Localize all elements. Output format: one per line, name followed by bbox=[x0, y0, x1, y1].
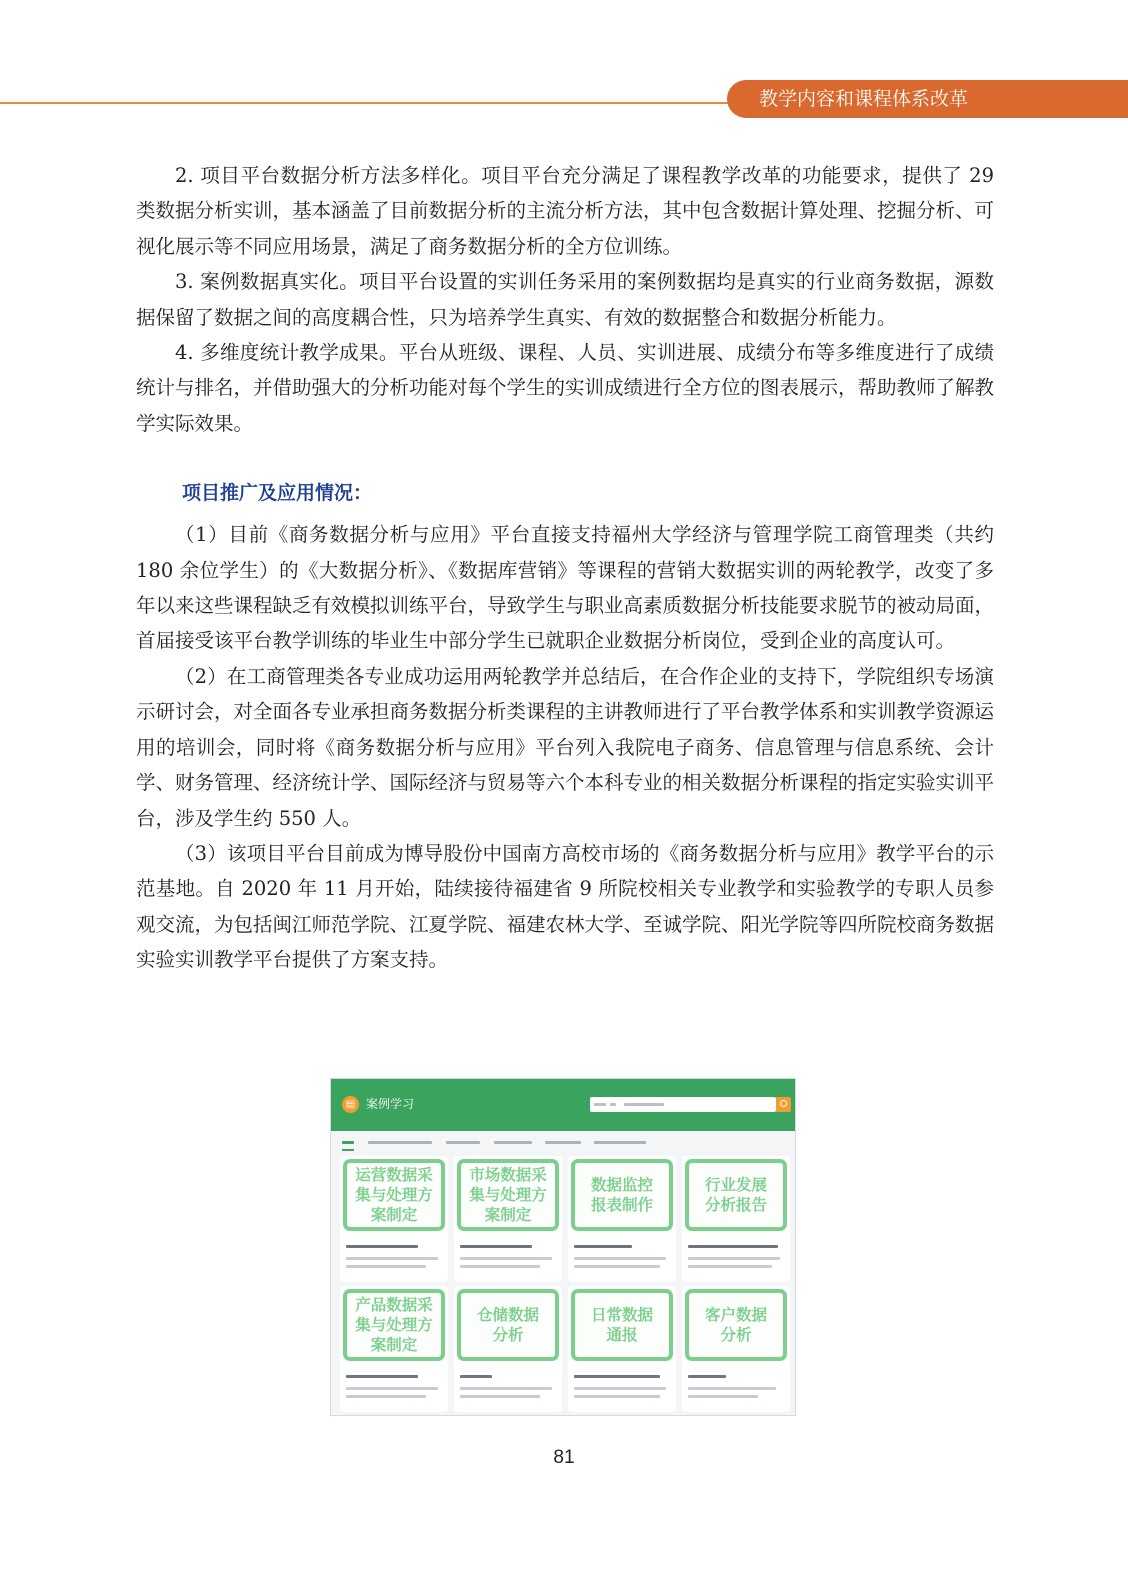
case-card-label: 运营数据采 集与处理方 案制定 bbox=[355, 1166, 433, 1224]
case-card-thumbnail bbox=[343, 1289, 445, 1361]
case-card-thumbnail bbox=[685, 1289, 787, 1361]
search-input[interactable] bbox=[590, 1097, 776, 1112]
case-card-thumbnail bbox=[571, 1289, 673, 1361]
case-card[interactable] bbox=[454, 1156, 562, 1282]
case-card[interactable] bbox=[682, 1286, 790, 1412]
case-card-label: 产品数据采 集与处理方 案制定 bbox=[355, 1296, 433, 1354]
app-top-bar bbox=[331, 1079, 795, 1131]
paragraph: （1）目前《商务数据分析与应用》平台直接支持福州大学经济与管理学院工商管理类（共约 180 余位学生）的《大数据分析》、《数据库营销》等课程的营销大数据实训的两轮教学，改变了多年以来这些课程缺乏有效模拟训练平台，导致学生与职业高素质数据分析技能要求脱节的被动局面，首届接受该平台教学训练的毕业生中部分学生已就职企业数据分析岗位，受到企业的高度认可。 bbox=[136, 523, 995, 653]
paragraph: 3. 案例数据真实化。项目平台设置的实训任务采用的案例数据均是真实的行业商务数据，源数据保留了数据之间的高度耦合性，只为培养学生真实、有效的数据整合和数据分析能力。 bbox=[136, 270, 994, 329]
tab-category[interactable] bbox=[446, 1135, 480, 1151]
tab-category[interactable] bbox=[594, 1135, 646, 1151]
chapter-title: 教学内容和课程体系改革 bbox=[759, 88, 969, 110]
case-card-label: 行业发展 分析报告 bbox=[704, 1176, 767, 1214]
case-card[interactable] bbox=[568, 1286, 676, 1412]
case-card-thumbnail bbox=[457, 1159, 559, 1231]
platform-screenshot bbox=[330, 1078, 796, 1416]
tab-category[interactable] bbox=[368, 1135, 432, 1151]
paragraph: 4. 多维度统计教学成果。平台从班级、课程、人员、实训进展、成绩分布等多维度进行了成绩统计与排名，并借助强大的分析功能对每个学生的实训成绩进行全方位的图表展示，帮助教师了解教学实际效果。 bbox=[136, 341, 995, 435]
case-card-thumbnail bbox=[685, 1159, 787, 1231]
body-text bbox=[136, 158, 994, 978]
tab-all[interactable] bbox=[342, 1135, 354, 1151]
case-card-thumbnail bbox=[343, 1159, 445, 1231]
case-card-label: 日常数据 通报 bbox=[590, 1306, 653, 1344]
app-logo-icon: ▤ bbox=[342, 1096, 359, 1113]
paragraph: 2. 项目平台数据分析方法多样化。项目平台充分满足了课程教学改革的功能要求，提供了 29 类数据分析实训，基本涵盖了目前数据分析的主流分析方法，其中包含数据计算处理、挖掘分析、可视化展示等不同应用场景，满足了商务数据分析的全方位训练。 bbox=[136, 164, 995, 258]
case-card[interactable] bbox=[340, 1156, 448, 1282]
chapter-tab bbox=[727, 80, 1128, 118]
page-number: 81 bbox=[553, 1447, 575, 1468]
case-card-thumbnail bbox=[457, 1289, 559, 1361]
case-card[interactable] bbox=[682, 1156, 790, 1282]
case-card[interactable] bbox=[568, 1156, 676, 1282]
section-heading: 项目推广及应用情况： bbox=[182, 482, 373, 505]
case-card-thumbnail bbox=[571, 1159, 673, 1231]
case-card-label: 数据监控 报表制作 bbox=[590, 1176, 653, 1214]
category-tabs bbox=[331, 1135, 795, 1151]
search-button[interactable] bbox=[776, 1097, 791, 1112]
app-title: 案例学习 bbox=[366, 1097, 415, 1111]
tab-category[interactable] bbox=[545, 1135, 581, 1151]
case-card[interactable] bbox=[340, 1286, 448, 1412]
case-card-label: 市场数据采 集与处理方 案制定 bbox=[469, 1166, 547, 1224]
case-card-label: 客户数据 分析 bbox=[704, 1306, 767, 1344]
paragraph: （3）该项目平台目前成为博导股份中国南方高校市场的《商务数据分析与应用》教学平台的示范基地。自 2020 年 11 月开始，陆续接待福建省 9 所院校相关专业教学和实验教学的专职人员参观交流，为包括闽江师范学院、江夏学院、福建农林大学、至诚学院、阳光学院等四所院校商务数据实验实训教学平台提供了方案支持。 bbox=[136, 841, 995, 972]
header-rule bbox=[0, 102, 730, 104]
paragraph: （2）在工商管理类各专业成功运用两轮教学并总结后，在合作企业的支持下，学院组织专场演示研讨会，对全面各专业承担商务数据分析类课程的主讲教师进行了平台教学体系和实训教学资源运用的培训会，同时将《商务数据分析与应用》平台列入我院电子商务、信息管理与信息系统、会计学、财务管理、经济统计学、国际经济与贸易等六个本科专业的相关数据分析课程的指定实验实训平台，涉及学生约 550 人。 bbox=[136, 664, 995, 830]
tab-category[interactable] bbox=[494, 1135, 532, 1151]
case-card-label: 仓储数据 分析 bbox=[476, 1306, 539, 1344]
case-card[interactable] bbox=[454, 1286, 562, 1412]
